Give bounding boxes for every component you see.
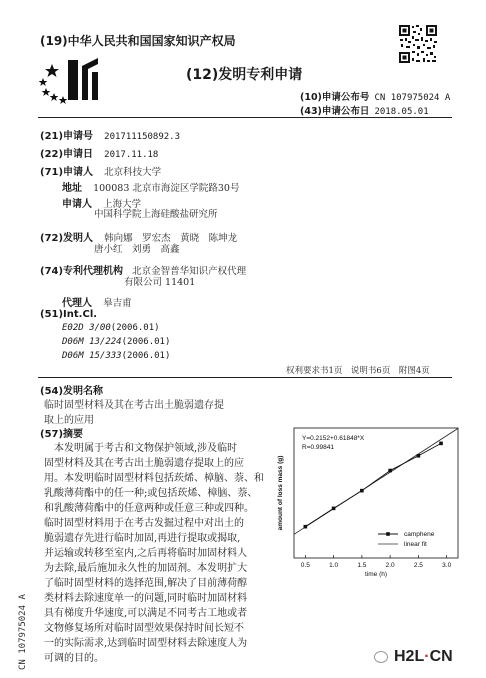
data-point <box>388 469 392 473</box>
agent-row <box>62 291 132 310</box>
agent-value: 皋吉甫 <box>103 298 132 309</box>
intcl-item <box>62 351 170 361</box>
intcl-version: (2006.01) <box>121 351 171 361</box>
abstract-line: 类材料去除速度单一的问题,同时临时加固材料 <box>44 593 248 604</box>
x-axis-label: time (h) <box>364 571 388 578</box>
pub-number-row <box>300 89 450 103</box>
abstract-line: 具有梯度升华速度,可以满足不同考古工地或者 <box>44 608 248 619</box>
data-point <box>332 507 336 511</box>
agency-label: (74)专利代理机构 <box>40 266 124 277</box>
pub-number-value: CN 107975024 A <box>374 93 451 103</box>
inventor-line2: 唐小红 刘勇 高鑫 <box>94 244 180 255</box>
agency-line1: 北京金智普华知识产权代理 <box>132 266 247 277</box>
pub-date-label: (43)申请公布日 <box>300 106 370 117</box>
data-point <box>360 489 364 493</box>
legend-label-camphene: camphene <box>404 531 435 539</box>
abstract-line: 并运输或转移至室内,之后再将临时加固材料人 <box>44 548 248 559</box>
x-tick-label: 1.0 <box>329 562 339 569</box>
app-date-label: (22)申请日 <box>40 149 94 160</box>
applicant-label: (71)申请人 <box>40 167 94 178</box>
invention-title-line1: 临时固型材料及其在考古出土脆弱遗存提 <box>44 400 224 411</box>
biblio-divider <box>38 377 452 378</box>
data-point <box>439 442 443 446</box>
intcl-version: (2006.01) <box>110 323 160 333</box>
abstract-line: 本发明属于考古和文物保护领域,涉及临时 <box>44 443 238 454</box>
header-divider <box>38 117 452 118</box>
data-point <box>417 454 421 458</box>
y-axis-label: amount of loss mass (g) <box>277 455 284 531</box>
applicant2-label: 申请人 <box>62 199 92 210</box>
abstract-line: 用。本发明临时固型材料包括莰烯、樟脑、萘、和 <box>44 473 264 484</box>
intcl-item <box>62 337 170 347</box>
office-code: (19) <box>40 34 68 48</box>
app-number-value: 201711150892.3 <box>104 132 181 142</box>
office-header <box>40 32 236 49</box>
inventor-label: (72)发明人 <box>40 233 94 244</box>
page-counts: 权利要求书1页 说明书6页 附图4页 <box>286 366 430 376</box>
intcl-version: (2006.01) <box>121 337 171 347</box>
abstract-figure-chart <box>258 420 468 586</box>
intcl-code: E02D 3/00 <box>62 323 111 333</box>
side-pub-number: CN 107975024 A <box>18 594 28 670</box>
agent-label: 代理人 <box>62 298 92 309</box>
x-tick-label: 2.5 <box>413 562 423 569</box>
watermark-prefix: H2L <box>394 648 425 665</box>
watermark-separator: · <box>424 648 430 665</box>
invention-title-label: (54)发明名称 <box>40 386 104 397</box>
abstract-line: 为去除,最后施加永久性的加固剂。本发明扩大 <box>44 563 248 574</box>
agency-line2: 有限公司 11401 <box>124 277 196 288</box>
x-tick-label: 0.5 <box>300 562 310 569</box>
x-tick-label: 2.0 <box>385 562 395 569</box>
doc-type-title <box>186 64 302 84</box>
abstract-line: 和乳酸薄荷酯中的任意两种或任意三种或四种。 <box>44 503 254 514</box>
legend-marker-camphene <box>386 532 390 536</box>
abstract-label: (57)摘要 <box>40 429 84 440</box>
intcl-code: D06M 13/224 <box>62 337 122 347</box>
invention-title-line2: 取上的应用 <box>44 415 94 426</box>
applicant2-line1: 上海大学 <box>103 199 142 210</box>
data-point <box>304 525 308 529</box>
x-tick-label: 1.5 <box>357 562 367 569</box>
app-date-row <box>40 142 158 161</box>
abstract-line: 固型材料及其在考古出土脆弱遗存提取上的应 <box>44 458 244 469</box>
doc-code: (12) <box>186 67 219 83</box>
abstract-line: 可调的目的。 <box>44 653 104 664</box>
address-value: 100083 北京市海淀区学院路30号 <box>93 183 240 194</box>
applicant-value: 北京科技大学 <box>104 167 162 178</box>
intcl-item <box>62 323 160 333</box>
pub-date-value: 2018.05.01 <box>374 107 429 117</box>
pub-number-label: (10)申请公布号 <box>300 92 370 103</box>
intcl-label: (51)Int.Cl. <box>40 309 98 320</box>
watermark-suffix: CN <box>429 648 453 665</box>
app-date-value: 2017.11.18 <box>104 150 159 160</box>
site-watermark <box>374 648 453 666</box>
qr-code-icon <box>398 24 438 64</box>
legend-label-linear-fit: linear fit <box>404 541 427 549</box>
chart-legend <box>378 531 435 548</box>
abstract-line: 一的实际需求,达到临时固型材料去除速度人为 <box>44 638 248 649</box>
address-label: 地址 <box>62 183 82 194</box>
cnipa-emblem-icon <box>38 56 110 104</box>
abstract-line: 脆弱遗存先进行临时加固,再进行提取或揭取, <box>44 533 241 544</box>
abstract-line: 乳酸薄荷酯中的任一种;或包括莰烯、樟脑、萘、 <box>44 488 258 499</box>
abstract-line: 了临时固型材料的选择范围,解决了目前薄荷醇 <box>44 578 248 589</box>
office-name: 中华人民共和国国家知识产权局 <box>67 34 236 48</box>
app-number-label: (21)申请号 <box>40 131 94 142</box>
abstract-line: 临时固型材料用于在考古发掘过程中对出土的 <box>44 518 244 529</box>
inventor-line1: 韩向娜 罗宏杰 黄晓 陈坤龙 <box>104 233 238 244</box>
x-tick-label: 3.0 <box>442 562 452 569</box>
pub-date-row <box>300 103 429 117</box>
app-number-row <box>40 124 180 143</box>
applicant2-line2: 中国科学院上海硅酸盐研究所 <box>94 209 218 220</box>
intcl-code: D06M 15/333 <box>62 351 122 361</box>
doc-type: 发明专利申请 <box>218 67 303 83</box>
equation-label: Y=0.2152+0.61848*X <box>302 435 365 442</box>
wechat-icon <box>374 651 388 663</box>
abstract-line: 文物修复场所对临时固型效果保持时间长短不 <box>44 623 244 634</box>
r-value-label: R=0.99841 <box>302 444 334 451</box>
